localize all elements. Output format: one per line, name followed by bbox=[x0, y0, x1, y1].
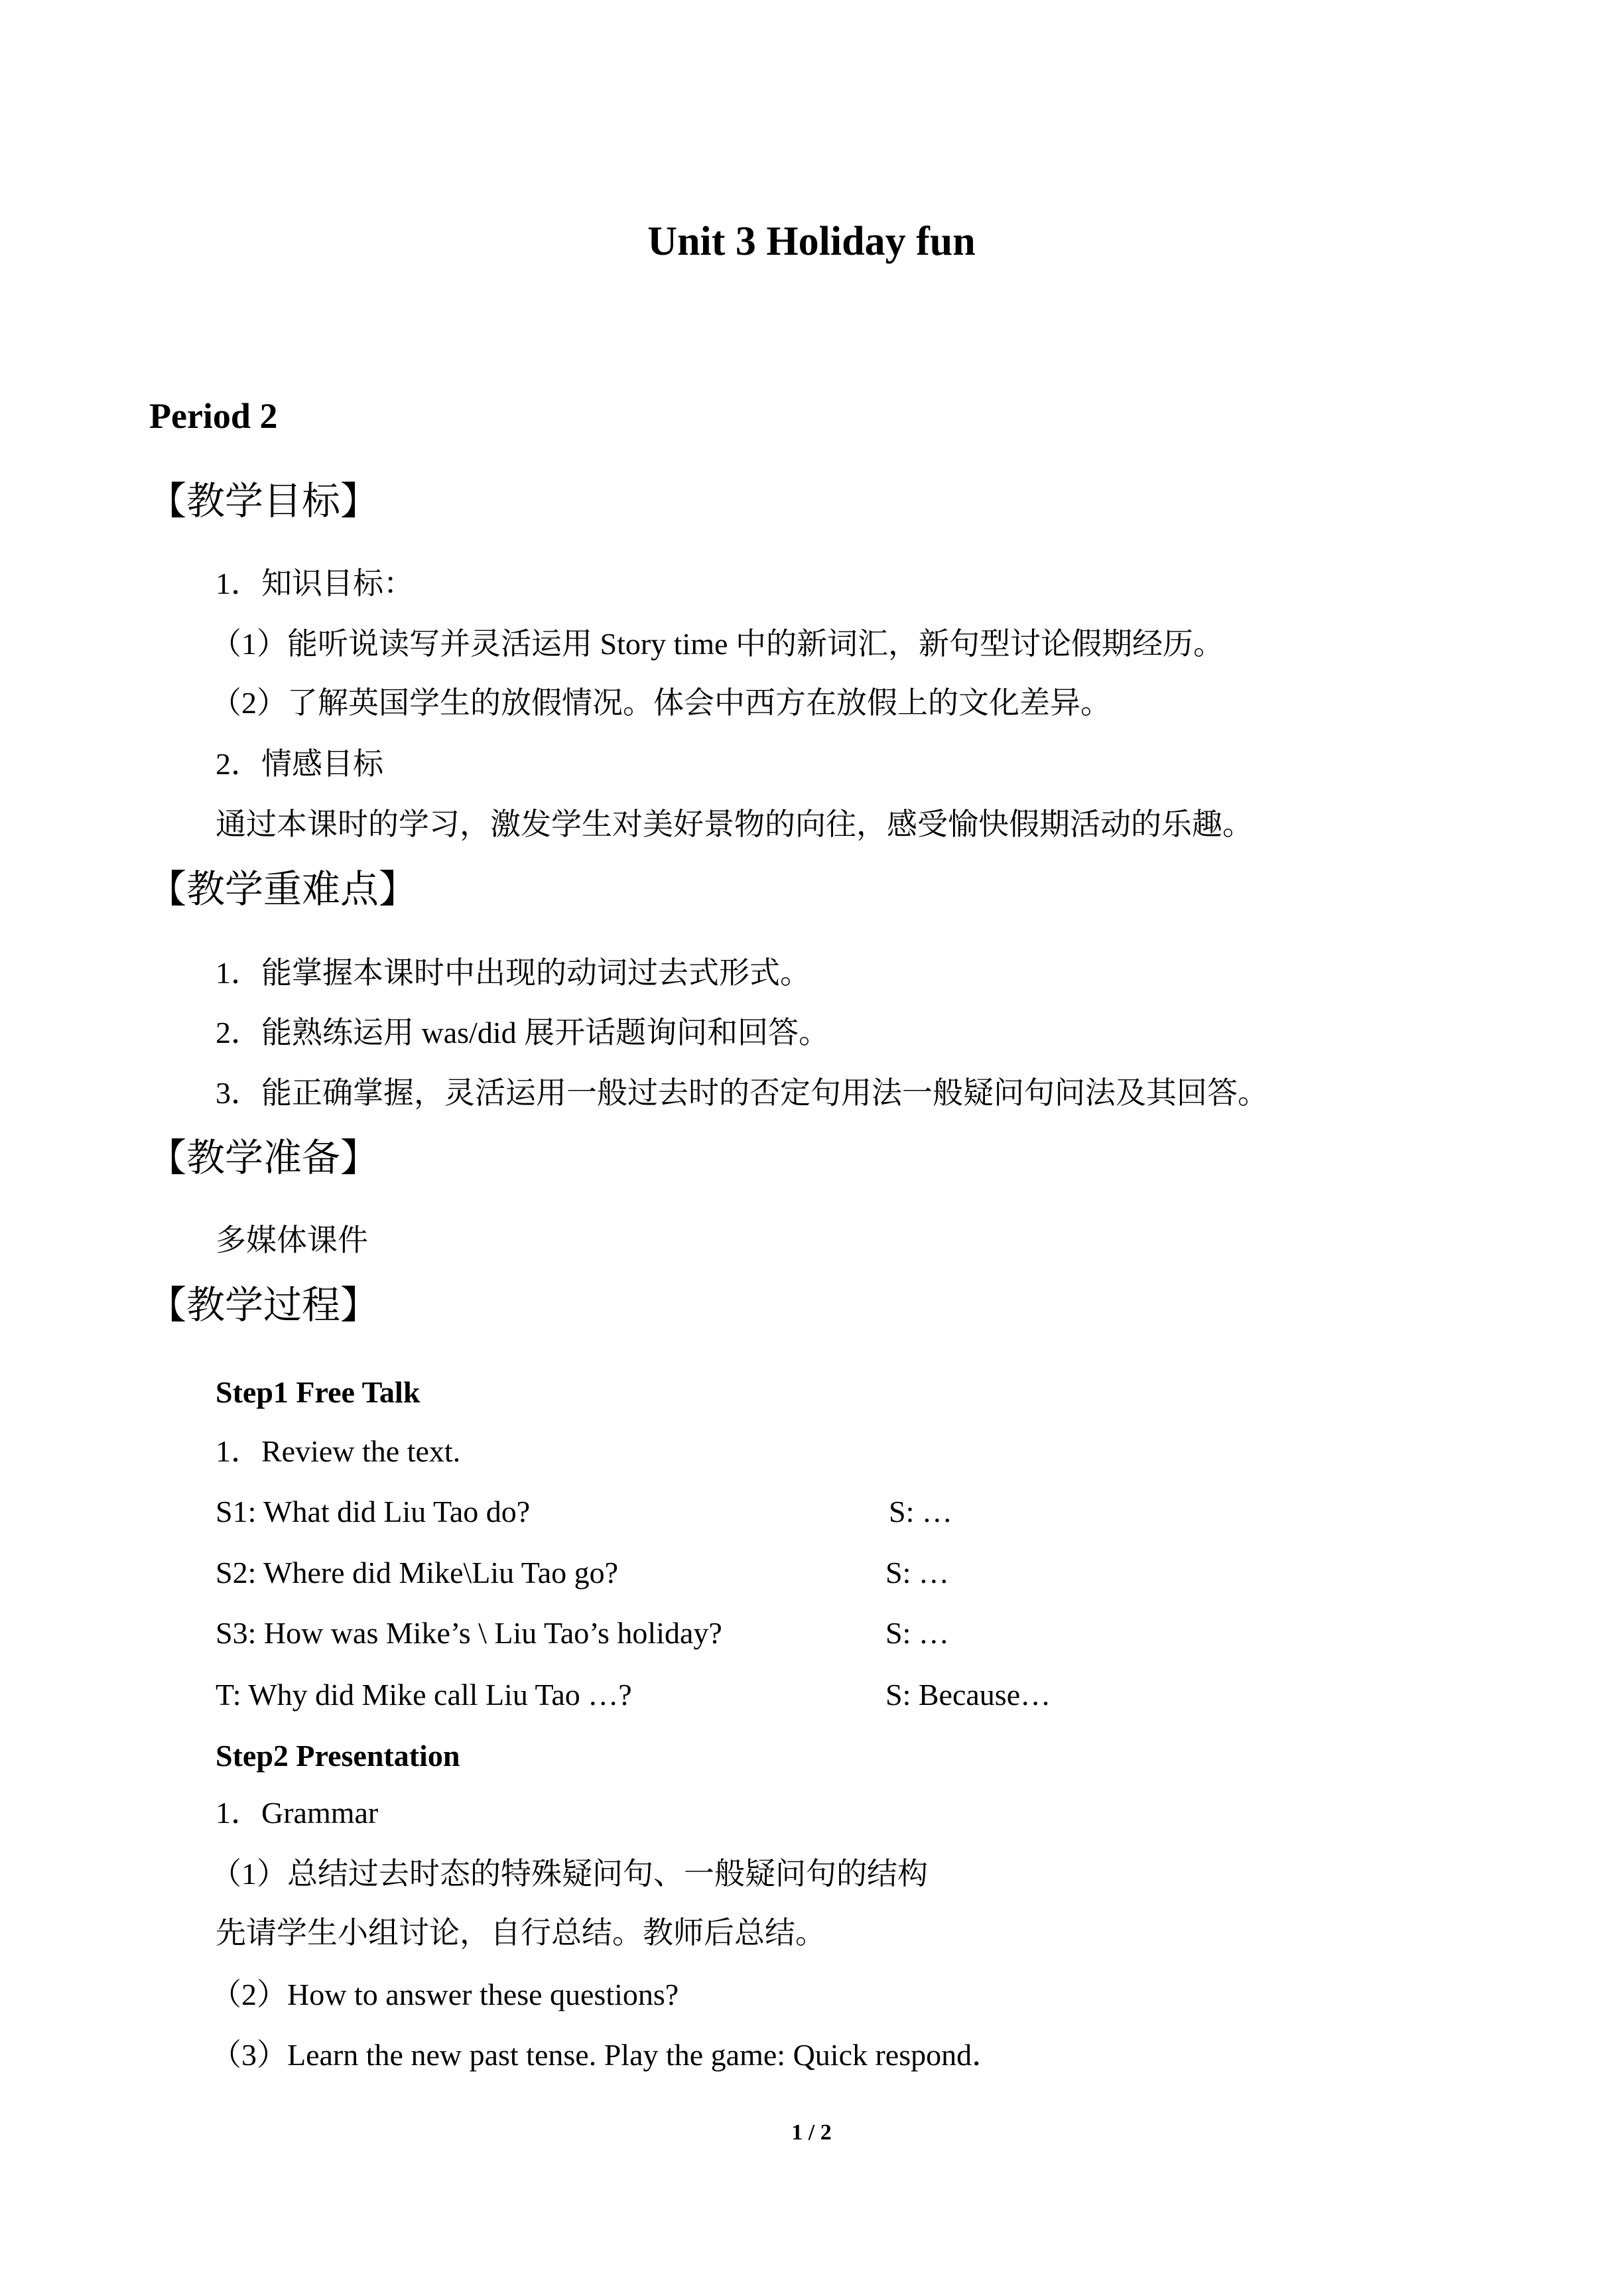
document-title: Unit 3 Holiday fun bbox=[647, 219, 976, 264]
step1-title: Step1 Free Talk bbox=[216, 1375, 421, 1409]
section-heading-objectives: 【教学目标】 bbox=[148, 480, 379, 523]
step2-line: 1．Grammar bbox=[216, 1796, 379, 1830]
step2-title: Step2 Presentation bbox=[216, 1739, 460, 1773]
dialogue-question: S2: Where did Mike\Liu Tao go? bbox=[216, 1556, 619, 1589]
objective-line: 2．情感目标 bbox=[216, 747, 383, 781]
key-point-line: 1．能掌握本课时中出现的动词过去式形式。 bbox=[216, 956, 811, 990]
dialogue-question: S3: How was Mike’s \ Liu Tao’s holiday? bbox=[216, 1616, 722, 1650]
step2-line: （1）总结过去时态的特殊疑问句、一般疑问句的结构 bbox=[211, 1857, 928, 1891]
step2-line: （2）How to answer these questions? bbox=[211, 1978, 679, 2011]
objective-line: （2）了解英国学生的放假情况。体会中西方在放假上的文化差异。 bbox=[211, 686, 1111, 720]
period-heading: Period 2 bbox=[149, 396, 278, 436]
objective-line: 1．知识目标： bbox=[216, 567, 414, 600]
step1-item: 1．Review the text. bbox=[216, 1434, 461, 1468]
objective-line: 通过本课时的学习，激发学生对美好景物的向往，感受愉快假期活动的乐趣。 bbox=[216, 807, 1253, 841]
key-point-line: 2．能熟练运用 was/did 展开话题询问和回答。 bbox=[216, 1016, 830, 1049]
objective-line: （1）能听说读写并灵活运用 Story time 中的新词汇，新句型讨论假期经历。 bbox=[211, 627, 1224, 661]
dialogue-question: T: Why did Mike call Liu Tao …? bbox=[216, 1678, 632, 1712]
step2-line: 先请学生小组讨论，自行总结。教师后总结。 bbox=[216, 1916, 826, 1950]
section-heading-key-points: 【教学重难点】 bbox=[148, 868, 418, 911]
section-heading-process: 【教学过程】 bbox=[148, 1284, 379, 1327]
dialogue-answer: S: Because… bbox=[885, 1678, 1051, 1712]
page-number: 1 / 2 bbox=[791, 2120, 832, 2145]
section-heading-preparation: 【教学准备】 bbox=[148, 1136, 379, 1180]
dialogue-question: S1: What did Liu Tao do? bbox=[216, 1495, 531, 1528]
dialogue-answer: S: … bbox=[885, 1616, 949, 1650]
step2-line: （3）Learn the new past tense. Play the game: Quick respond． bbox=[211, 2038, 1003, 2072]
dialogue-answer: S: … bbox=[889, 1495, 952, 1528]
key-point-line: 3．能正确掌握，灵活运用一般过去时的否定句用法一般疑问句问法及其回答。 bbox=[216, 1076, 1268, 1110]
dialogue-answer: S: … bbox=[885, 1556, 949, 1589]
preparation-line: 多媒体课件 bbox=[216, 1223, 368, 1257]
